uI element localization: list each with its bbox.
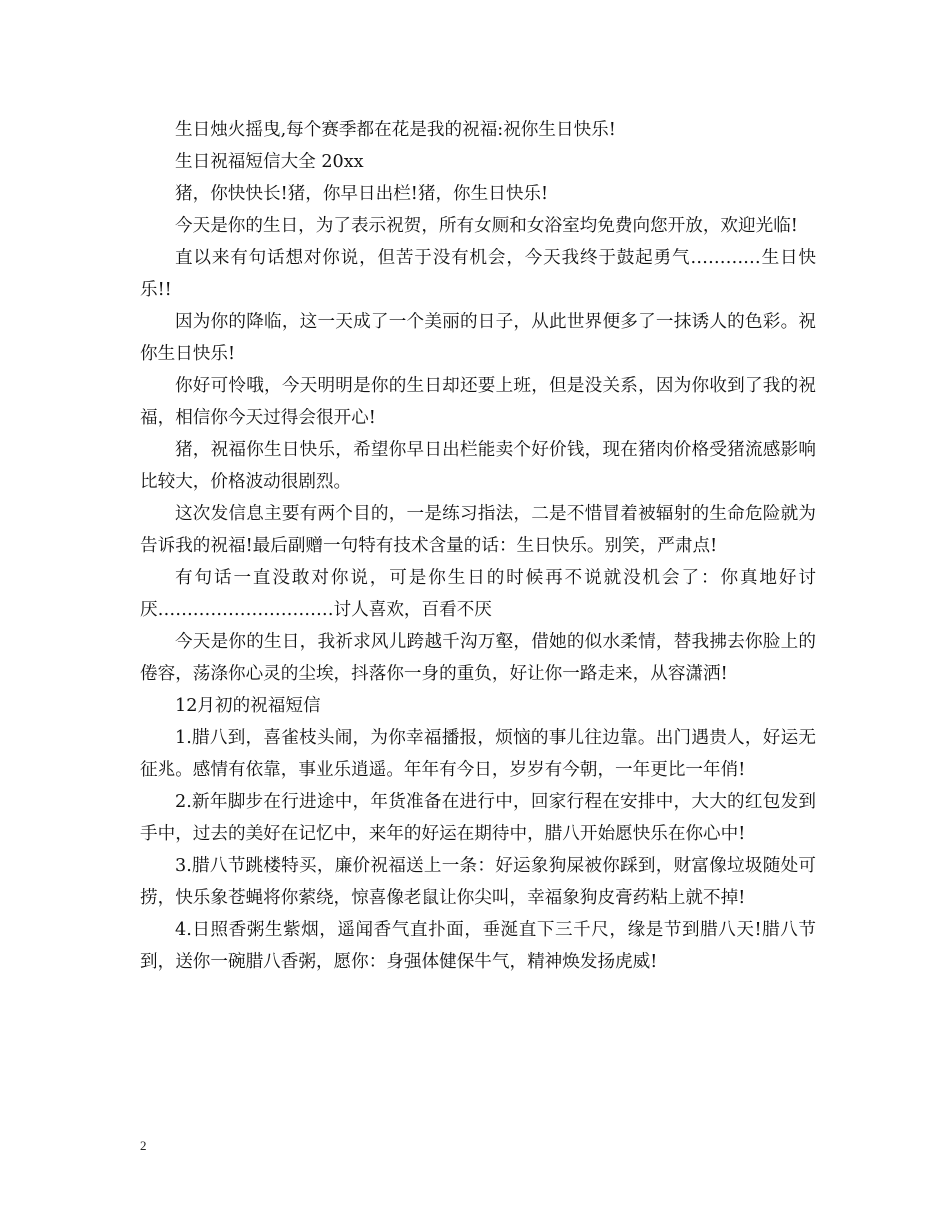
paragraph-beautiful-day: 因为你的降临，这一天成了一个美丽的日子，从此世界便多了一抹诱人的色彩。祝你生日快乐!: [140, 312, 816, 364]
paragraph-wind-prayer: 今天是你的生日，我祈求风儿跨越千沟万壑，借她的似水柔情，替我拂去你脸上的倦容，荡涤你心灵的尘埃，抖落你一身的重负，好让你一路走来，从容潇洒!: [140, 632, 816, 684]
document-body: [140, 114, 816, 978]
paragraph-two-purposes: 这次发信息主要有两个目的，一是练习指法，二是不惜冒着被辐射的生命危险就为告诉我的祝福!最后副赠一句特有技术含量的话：生日快乐。别笑，严肃点!: [140, 504, 816, 556]
paragraph-pig-price: 猪，祝福你生日快乐，希望你早日出栏能卖个好价钱，现在猪肉价格受猪流感影响比较大，价格波动很剧烈。: [140, 440, 816, 492]
section-heading-birthday-sms: 生日祝福短信大全 20xx: [175, 152, 364, 172]
list-item-laba-2: 2.新年脚步在行进途中，年货准备在进行中，回家行程在安排中，大大的红包发到手中，过去的美好在记忆中，来年的好运在期待中，腊八开始愿快乐在你心中!: [140, 792, 816, 844]
paragraph-working-birthday: 你好可怜哦，今天明明是你的生日却还要上班，但是没关系，因为你收到了我的祝福，相信你今天过得会很开心!: [140, 376, 816, 428]
list-item-laba-1: 1.腊八到，喜雀枝头闹，为你幸福播报，烦恼的事儿往边靠。出门遇贵人，好运无征兆。感情有依靠，事业乐逍遥。年年有今日，岁岁有今朝，一年更比一年俏!: [140, 728, 816, 780]
paragraph-birthday-candle: 生日烛火摇曳,每个赛季都在花是我的祝福:祝你生日快乐!: [175, 120, 616, 140]
paragraph-pig-grow: 猪，你快快长!猪，你早日出栏!猪，你生日快乐!: [175, 184, 549, 204]
list-item-laba-4: 4.日照香粥生紫烟，遥闻香气直扑面，垂涎直下三千尺，缘是节到腊八天!腊八节到，送你一碗腊八香粥，愿你：身强体健保牛气，精神焕发扬虎威!: [140, 920, 816, 972]
paragraph-courage: 直以来有句话想对你说，但苦于没有机会，今天我终于鼓起勇气…………生日快乐!!: [140, 248, 816, 300]
paragraph-never-said: 有句话一直没敢对你说，可是你生日的时候再不说就没机会了：你真地好讨厌…………………………讨人喜欢，百看不厌: [140, 568, 816, 620]
section-heading-december-sms: 12月初的祝福短信: [175, 696, 321, 716]
list-item-laba-3: 3.腊八节跳楼特买，廉价祝福送上一条：好运象狗屎被你踩到，财富像垃圾随处可捞，快乐象苍蝇将你萦绕，惊喜像老鼠让你尖叫，幸福象狗皮膏药粘上就不掉!: [140, 856, 816, 908]
page-number: 2: [140, 1138, 147, 1153]
paragraph-celebration: 今天是你的生日，为了表示祝贺，所有女厕和女浴室均免费向您开放，欢迎光临!: [175, 216, 798, 236]
